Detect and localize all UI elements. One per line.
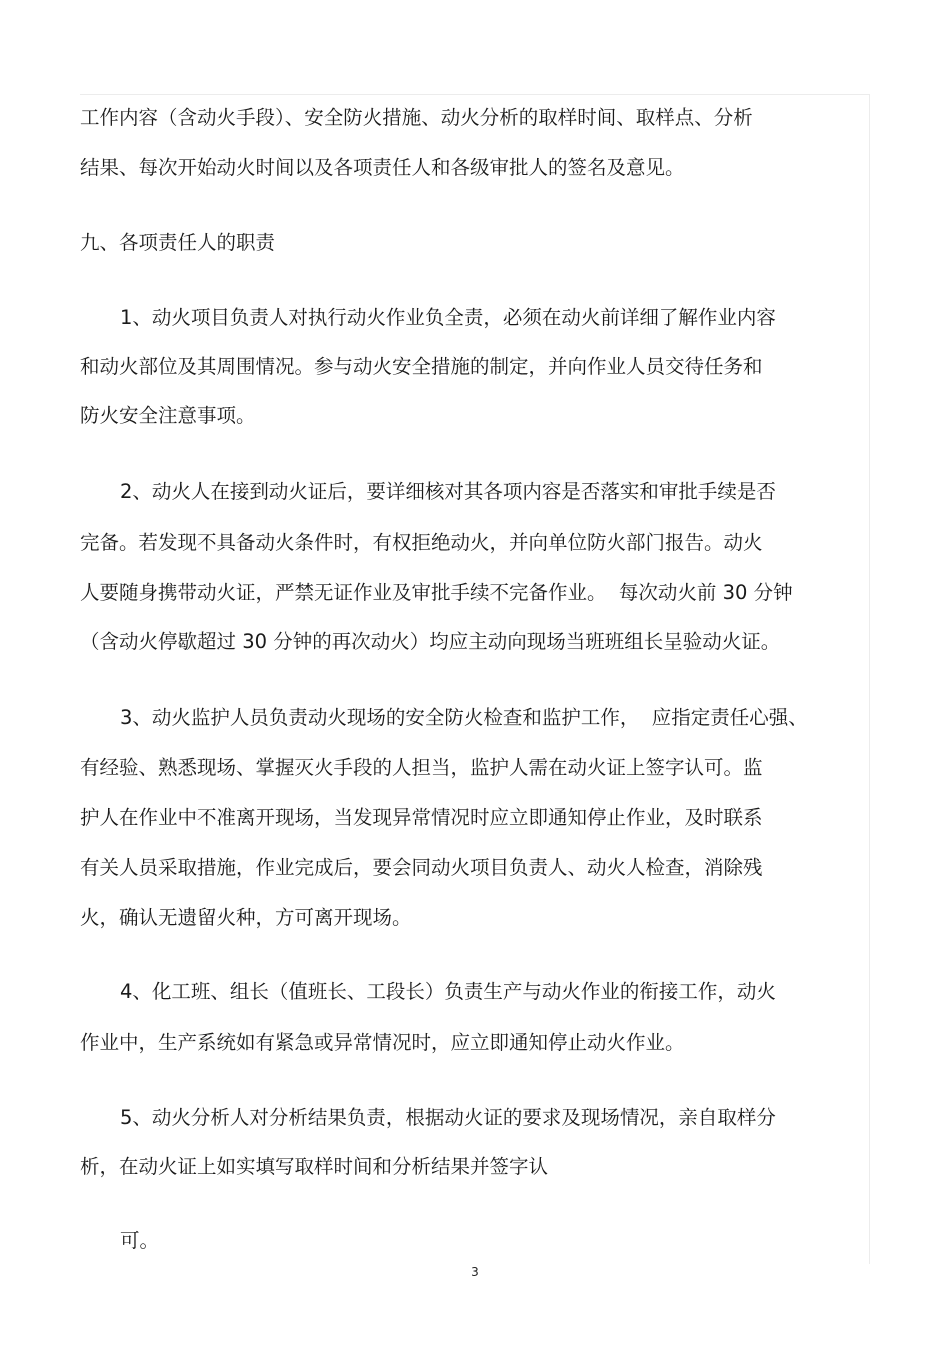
paragraph-line: 5、动火分析人对分析结果负责，根据动火证的要求及现场情况，亲自取样分 [120,1106,776,1129]
paragraph-line: 2、动火人在接到动火证后，要详细核对其各项内容是否落实和审批手续是否 [120,480,776,503]
paragraph-line: 人要随身携带动火证，严禁无证作业及审批手续不完备作业。 每次动火前 30 分钟 [80,581,793,604]
paragraph-line: 1、动火项目负责人对执行动火作业负全责，必须在动火前详细了解作业内容 [120,306,776,329]
paragraph-line: 有关人员采取措施，作业完成后，要会同动火项目负责人、动火人检查，消除残 [80,856,763,879]
page-number: 3 [471,1265,479,1279]
page-frame-top-rule [80,94,870,95]
paragraph-line: 析，在动火证上如实填写取样时间和分析结果并签字认 [80,1155,549,1178]
page-frame-right-rule [869,94,870,1264]
paragraph-line: （含动火停歇超过 30 分钟的再次动火）均应主动向现场当班班组长呈验动火证。 [80,630,781,653]
paragraph-line: 4、化工班、组长（值班长、工段长）负责生产与动火作业的衔接工作，动火 [120,980,776,1003]
paragraph-line: 3、动火监护人员负责动火现场的安全防火检查和监护工作， 应指定责任心强、 [120,706,808,729]
paragraph-line: 完备。若发现不具备动火条件时，有权拒绝动火，并向单位防火部门报告。动火 [80,531,763,554]
paragraph-line: 火，确认无遗留火种，方可离开现场。 [80,906,412,929]
paragraph-line: 作业中，生产系统如有紧急或异常情况时，应立即通知停止动火作业。 [80,1031,685,1054]
paragraph-line: 护人在作业中不准离开现场，当发现异常情况时应立即通知停止作业，及时联系 [80,806,763,829]
paragraph-line: 防火安全注意事项。 [80,404,256,427]
paragraph-line: 和动火部位及其周围情况。参与动火安全措施的制定，并向作业人员交待任务和 [80,355,763,378]
paragraph-line: 工作内容（含动火手段）、安全防火措施、动火分析的取样时间、取样点、分析 [80,106,753,129]
paragraph-line: 有经验、熟悉现场、掌握灭火手段的人担当，监护人需在动火证上签字认可。监 [80,756,763,779]
paragraph-line: 结果、每次开始动火时间以及各项责任人和各级审批人的签名及意见。 [80,156,685,179]
paragraph-line: 可。 [120,1229,160,1252]
section-heading: 九、各项责任人的职责 [80,231,276,254]
